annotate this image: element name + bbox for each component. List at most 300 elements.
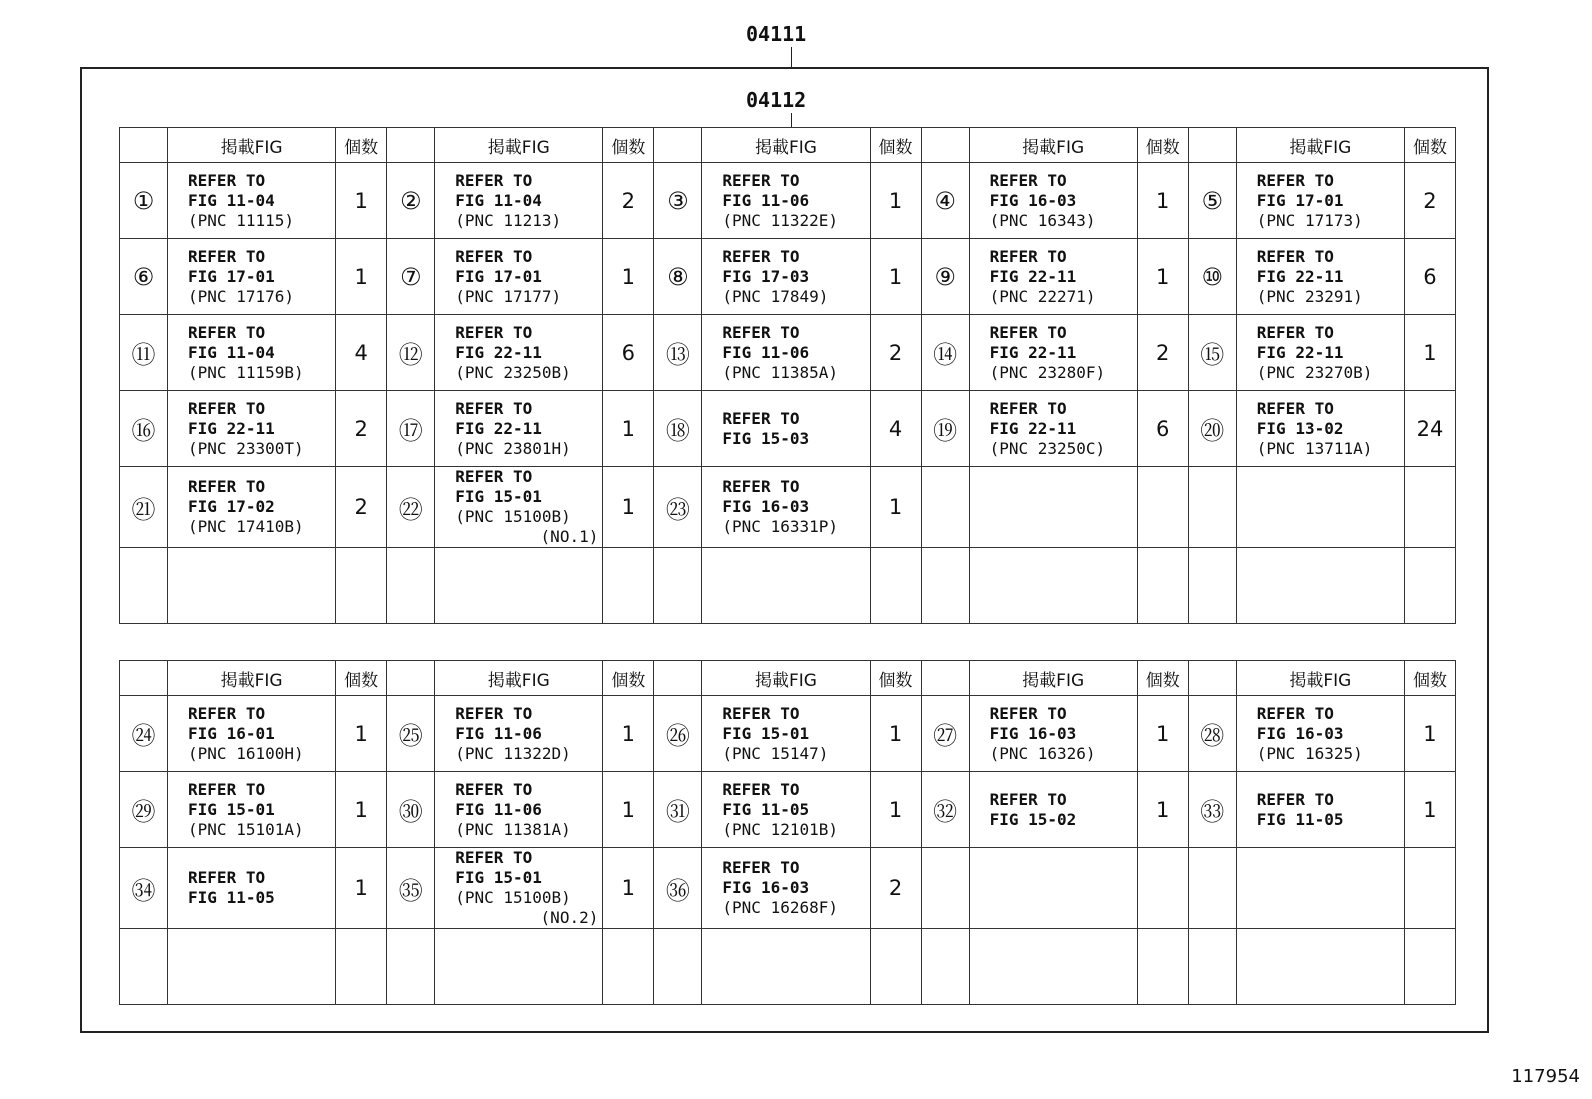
reference-cell <box>435 848 603 929</box>
reference-cell <box>969 929 1137 1005</box>
reference-fig: FIG 17-02 <box>188 497 275 516</box>
reference-pnc: (PNC 11385A) <box>722 362 838 382</box>
outer-assembly-code: 04111 <box>746 22 807 46</box>
reference-cell <box>435 467 603 548</box>
item-number: ⑮ <box>1188 315 1236 391</box>
header-qty-label: 個数 <box>1137 128 1188 163</box>
quantity <box>1137 467 1188 548</box>
reference-fig: FIG 22-11 <box>1256 266 1344 286</box>
reference-refer: REFER TO <box>722 858 800 877</box>
item-number <box>387 929 435 1005</box>
reference-cell <box>168 163 336 239</box>
reference-fig: FIG 22-11 <box>455 342 542 362</box>
quantity: 1 <box>603 848 654 929</box>
reference-fig: FIG 17-01 <box>1256 190 1344 210</box>
reference-cell <box>1236 848 1404 929</box>
item-number: ③ <box>654 163 702 239</box>
reference-cell <box>1236 548 1404 624</box>
reference-fig: FIG 22-11 <box>989 342 1077 362</box>
reference-refer: REFER TO <box>455 848 533 867</box>
quantity: 1 <box>336 163 387 239</box>
reference-fig: FIG 15-01 <box>455 487 542 506</box>
reference-fig: FIG 17-01 <box>455 266 542 286</box>
reference-pnc: (PNC 22271) <box>989 286 1096 306</box>
header-number-cell <box>1188 661 1236 696</box>
reference-refer: REFER TO <box>1256 789 1334 809</box>
reference-cell <box>702 772 870 848</box>
reference-pnc: (PNC 11322E) <box>722 210 838 230</box>
item-number <box>1188 467 1236 548</box>
reference-cell <box>1236 467 1404 548</box>
reference-cell <box>435 772 603 848</box>
quantity: 2 <box>336 467 387 548</box>
header-fig-label: 掲載FIG <box>1236 661 1404 696</box>
quantity: 1 <box>603 696 654 772</box>
outer-leader-line <box>791 47 792 67</box>
reference-fig: FIG 16-03 <box>1256 723 1344 743</box>
reference-cell <box>1236 239 1404 315</box>
header-qty-label: 個数 <box>336 128 387 163</box>
header-number-cell <box>1188 128 1236 163</box>
quantity <box>1404 467 1455 548</box>
reference-cell <box>435 696 603 772</box>
item-number: ⑧ <box>654 239 702 315</box>
quantity: 1 <box>870 163 921 239</box>
reference-cell <box>969 239 1137 315</box>
reference-fig: FIG 11-06 <box>455 723 542 743</box>
reference-pnc: (PNC 23250B) <box>455 362 571 382</box>
item-number: ㉗ <box>921 696 969 772</box>
reference-fig: FIG 11-04 <box>188 190 275 210</box>
quantity: 6 <box>1137 391 1188 467</box>
quantity: 1 <box>870 467 921 548</box>
header-number-cell <box>387 128 435 163</box>
reference-cell <box>168 467 336 548</box>
reference-refer: REFER TO <box>455 779 533 799</box>
reference-refer: REFER TO <box>989 398 1067 418</box>
header-number-cell <box>654 128 702 163</box>
item-number: ㉜ <box>921 772 969 848</box>
reference-cell <box>168 696 336 772</box>
item-number <box>921 548 969 624</box>
reference-refer: REFER TO <box>1256 703 1334 723</box>
reference-cell <box>1236 929 1404 1005</box>
header-fig-label: 掲載FIG <box>435 661 603 696</box>
item-number <box>654 929 702 1005</box>
quantity: 1 <box>603 772 654 848</box>
quantity <box>1137 848 1188 929</box>
reference-cell <box>435 548 603 624</box>
item-number: ⑳ <box>1188 391 1236 467</box>
inner-assembly-code: 04112 <box>746 88 807 112</box>
reference-pnc: (PNC 16325) <box>1256 743 1363 763</box>
reference-refer: REFER TO <box>989 170 1067 190</box>
reference-fig: FIG 11-05 <box>188 888 275 907</box>
quantity <box>336 548 387 624</box>
item-number: ⑬ <box>654 315 702 391</box>
reference-cell <box>1236 772 1404 848</box>
reference-refer: REFER TO <box>455 170 533 190</box>
reference-cell <box>435 391 603 467</box>
reference-fig: FIG 15-01 <box>455 868 542 887</box>
item-number <box>120 929 168 1005</box>
reference-cell <box>435 239 603 315</box>
reference-refer: REFER TO <box>722 408 800 428</box>
reference-cell <box>702 929 870 1005</box>
reference-refer: REFER TO <box>1256 170 1334 190</box>
quantity: 2 <box>870 848 921 929</box>
quantity: 24 <box>1404 391 1455 467</box>
item-number: ㉚ <box>387 772 435 848</box>
reference-fig: FIG 17-03 <box>722 266 810 286</box>
header-number-cell <box>654 661 702 696</box>
reference-refer: REFER TO <box>188 398 266 418</box>
reference-refer: REFER TO <box>722 322 800 342</box>
quantity: 2 <box>1404 163 1455 239</box>
reference-pnc: (PNC 16268F) <box>722 898 838 917</box>
reference-cell <box>969 163 1137 239</box>
quantity: 1 <box>1137 163 1188 239</box>
reference-pnc: (PNC 23291) <box>1256 286 1363 306</box>
reference-fig: FIG 15-01 <box>188 799 275 819</box>
quantity <box>1404 929 1455 1005</box>
reference-fig: FIG 22-11 <box>989 418 1077 438</box>
reference-cell <box>702 848 870 929</box>
table-row <box>120 315 1456 391</box>
reference-cell <box>969 548 1137 624</box>
table-row <box>120 548 1456 624</box>
quantity: 2 <box>1137 315 1188 391</box>
reference-pnc: (PNC 23270B) <box>1256 362 1373 382</box>
header-fig-label: 掲載FIG <box>702 661 870 696</box>
reference-fig: FIG 13-02 <box>1256 418 1344 438</box>
inner-leader-line <box>791 113 792 127</box>
reference-cell <box>168 548 336 624</box>
reference-cell <box>168 929 336 1005</box>
reference-cell <box>969 696 1137 772</box>
item-number: ㉛ <box>654 772 702 848</box>
reference-pnc: (PNC 15100B) <box>455 507 571 526</box>
reference-refer: REFER TO <box>188 703 266 723</box>
reference-refer: REFER TO <box>188 246 266 266</box>
reference-fig: FIG 15-01 <box>722 723 810 743</box>
reference-pnc: (PNC 17173) <box>1256 210 1363 230</box>
quantity: 1 <box>336 848 387 929</box>
header-qty-label: 個数 <box>1137 661 1188 696</box>
header-row <box>120 661 1456 696</box>
header-fig-label: 掲載FIG <box>969 128 1137 163</box>
reference-cell <box>969 391 1137 467</box>
item-number: ⑰ <box>387 391 435 467</box>
quantity: 1 <box>870 239 921 315</box>
quantity <box>603 548 654 624</box>
reference-refer: REFER TO <box>722 246 800 266</box>
quantity: 4 <box>870 391 921 467</box>
quantity <box>336 929 387 1005</box>
reference-pnc: (PNC 17177) <box>455 286 562 306</box>
table-row <box>120 467 1456 548</box>
reference-fig: FIG 22-11 <box>989 266 1077 286</box>
reference-pnc: (PNC 23280F) <box>989 362 1106 382</box>
reference-refer: REFER TO <box>989 703 1067 723</box>
reference-refer: REFER TO <box>455 398 533 418</box>
reference-cell <box>969 315 1137 391</box>
quantity: 1 <box>1137 239 1188 315</box>
item-number: ④ <box>921 163 969 239</box>
header-number-cell <box>921 661 969 696</box>
header-qty-label: 個数 <box>1404 128 1455 163</box>
reference-cell <box>435 163 603 239</box>
reference-refer: REFER TO <box>455 322 533 342</box>
reference-fig: FIG 16-03 <box>722 878 810 897</box>
item-number: ㉓ <box>654 467 702 548</box>
reference-refer: REFER TO <box>722 703 800 723</box>
item-number: ⑯ <box>120 391 168 467</box>
header-qty-label: 個数 <box>603 661 654 696</box>
reference-cell <box>702 315 870 391</box>
reference-pnc: (PNC 17176) <box>188 286 294 306</box>
reference-table-1 <box>119 127 1456 624</box>
reference-fig: FIG 16-03 <box>989 723 1077 743</box>
reference-refer: REFER TO <box>989 789 1067 809</box>
reference-fig: FIG 16-03 <box>722 497 810 516</box>
item-number <box>1188 548 1236 624</box>
reference-refer: REFER TO <box>1256 398 1334 418</box>
item-number <box>921 467 969 548</box>
quantity <box>1137 929 1188 1005</box>
quantity <box>870 929 921 1005</box>
reference-cell <box>702 548 870 624</box>
header-number-cell <box>120 128 168 163</box>
item-number: ㉔ <box>120 696 168 772</box>
header-qty-label: 個数 <box>870 128 921 163</box>
reference-pnc: (PNC 16326) <box>989 743 1096 763</box>
reference-pnc: (PNC 16100H) <box>188 743 304 763</box>
header-number-cell <box>120 661 168 696</box>
reference-refer: REFER TO <box>455 246 533 266</box>
item-number: ㉞ <box>120 848 168 929</box>
item-number: ⑥ <box>120 239 168 315</box>
reference-fig: FIG 17-01 <box>188 266 275 286</box>
reference-cell <box>168 391 336 467</box>
item-number <box>1188 929 1236 1005</box>
reference-pnc: (PNC 16343) <box>989 210 1096 230</box>
table-row <box>120 696 1456 772</box>
header-fig-label: 掲載FIG <box>435 128 603 163</box>
item-number: ② <box>387 163 435 239</box>
reference-fig: FIG 11-06 <box>722 342 810 362</box>
item-number: ㉙ <box>120 772 168 848</box>
quantity <box>870 548 921 624</box>
quantity: 1 <box>870 772 921 848</box>
reference-cell <box>168 315 336 391</box>
reference-pnc: (PNC 16331P) <box>722 517 838 536</box>
table-row <box>120 772 1456 848</box>
reference-cell <box>168 772 336 848</box>
reference-pnc: (PNC 11381A) <box>455 819 571 839</box>
header-number-cell <box>387 661 435 696</box>
reference-cell <box>1236 315 1404 391</box>
quantity: 1 <box>336 772 387 848</box>
reference-refer: REFER TO <box>722 779 800 799</box>
item-number <box>921 929 969 1005</box>
reference-note: (NO.2) <box>540 908 599 927</box>
item-number <box>654 548 702 624</box>
reference-pnc: (PNC 23250C) <box>989 438 1106 458</box>
reference-fig: FIG 11-05 <box>722 799 810 819</box>
reference-pnc: (PNC 23801H) <box>455 438 571 458</box>
quantity <box>603 929 654 1005</box>
header-qty-label: 個数 <box>1404 661 1455 696</box>
quantity: 1 <box>1404 315 1455 391</box>
reference-pnc: (PNC 11115) <box>188 210 294 230</box>
quantity <box>1137 548 1188 624</box>
reference-cell <box>969 467 1137 548</box>
reference-cell <box>1236 696 1404 772</box>
reference-fig: FIG 11-06 <box>455 799 542 819</box>
reference-refer: REFER TO <box>1256 246 1334 266</box>
quantity: 1 <box>336 239 387 315</box>
reference-cell <box>702 163 870 239</box>
reference-cell <box>1236 391 1404 467</box>
item-number: ㊱ <box>654 848 702 929</box>
item-number: ⑨ <box>921 239 969 315</box>
header-fig-label: 掲載FIG <box>702 128 870 163</box>
item-number: ⑪ <box>120 315 168 391</box>
header-fig-label: 掲載FIG <box>168 661 336 696</box>
reference-pnc: (PNC 13711A) <box>1256 438 1373 458</box>
quantity: 2 <box>603 163 654 239</box>
reference-fig: FIG 22-11 <box>455 418 542 438</box>
reference-fig: FIG 16-03 <box>989 190 1077 210</box>
item-number: ⑲ <box>921 391 969 467</box>
reference-cell <box>435 315 603 391</box>
item-number: ⑩ <box>1188 239 1236 315</box>
reference-pnc: (PNC 15101A) <box>188 819 304 839</box>
reference-pnc: (PNC 15147) <box>722 743 829 763</box>
reference-fig: FIG 11-04 <box>455 190 542 210</box>
reference-refer: REFER TO <box>188 170 266 190</box>
quantity <box>1404 548 1455 624</box>
item-number: ㉘ <box>1188 696 1236 772</box>
item-number: ① <box>120 163 168 239</box>
reference-table-2 <box>119 660 1456 1005</box>
reference-refer: REFER TO <box>188 322 266 342</box>
reference-refer: REFER TO <box>989 246 1067 266</box>
quantity: 2 <box>336 391 387 467</box>
quantity: 1 <box>1404 772 1455 848</box>
table-row <box>120 239 1456 315</box>
table-row <box>120 391 1456 467</box>
reference-cell <box>168 848 336 929</box>
header-fig-label: 掲載FIG <box>168 128 336 163</box>
table-row <box>120 848 1456 929</box>
header-fig-label: 掲載FIG <box>969 661 1137 696</box>
reference-refer: REFER TO <box>722 170 800 190</box>
reference-refer: REFER TO <box>188 477 266 496</box>
header-qty-label: 個数 <box>603 128 654 163</box>
quantity <box>1404 848 1455 929</box>
reference-pnc: (PNC 17410B) <box>188 517 304 536</box>
reference-pnc: (PNC 23300T) <box>188 438 304 458</box>
reference-note: (NO.1) <box>540 527 599 546</box>
item-number: ㉒ <box>387 467 435 548</box>
quantity: 2 <box>870 315 921 391</box>
header-fig-label: 掲載FIG <box>1236 128 1404 163</box>
reference-pnc: (PNC 11213) <box>455 210 562 230</box>
item-number: ⑫ <box>387 315 435 391</box>
reference-cell <box>702 391 870 467</box>
item-number: ㉖ <box>654 696 702 772</box>
reference-fig: FIG 22-11 <box>188 418 275 438</box>
reference-refer: REFER TO <box>188 779 266 799</box>
quantity: 1 <box>336 696 387 772</box>
reference-pnc: (PNC 15100B) <box>455 888 571 907</box>
item-number <box>921 848 969 929</box>
reference-cell <box>969 848 1137 929</box>
reference-fig: FIG 11-06 <box>722 190 810 210</box>
table-row <box>120 929 1456 1005</box>
reference-pnc: (PNC 17849) <box>722 286 829 306</box>
quantity: 6 <box>603 315 654 391</box>
reference-cell <box>702 239 870 315</box>
reference-fig: FIG 15-02 <box>989 809 1077 829</box>
header-row <box>120 128 1456 163</box>
item-number: ㉟ <box>387 848 435 929</box>
item-number: ⑱ <box>654 391 702 467</box>
reference-fig: FIG 15-03 <box>722 428 810 448</box>
reference-cell <box>435 929 603 1005</box>
reference-cell <box>1236 163 1404 239</box>
reference-pnc: (PNC 11159B) <box>188 362 304 382</box>
quantity: 4 <box>336 315 387 391</box>
reference-refer: REFER TO <box>455 467 533 486</box>
item-number <box>120 548 168 624</box>
reference-cell <box>702 696 870 772</box>
header-qty-label: 個数 <box>336 661 387 696</box>
reference-refer: REFER TO <box>188 868 266 887</box>
item-number: ⑦ <box>387 239 435 315</box>
quantity: 1 <box>1137 696 1188 772</box>
header-qty-label: 個数 <box>870 661 921 696</box>
item-number <box>387 548 435 624</box>
item-number <box>1188 848 1236 929</box>
quantity: 1 <box>870 696 921 772</box>
drawing-number: 117954 <box>1511 1066 1580 1087</box>
item-number: ㉕ <box>387 696 435 772</box>
reference-refer: REFER TO <box>722 477 800 496</box>
item-number: ㉑ <box>120 467 168 548</box>
quantity: 1 <box>603 239 654 315</box>
quantity: 1 <box>1137 772 1188 848</box>
quantity: 1 <box>603 467 654 548</box>
reference-cell <box>702 467 870 548</box>
reference-refer: REFER TO <box>1256 322 1334 342</box>
reference-fig: FIG 22-11 <box>1256 342 1344 362</box>
reference-fig: FIG 16-01 <box>188 723 275 743</box>
reference-pnc: (PNC 12101B) <box>722 819 838 839</box>
reference-cell <box>168 239 336 315</box>
quantity: 6 <box>1404 239 1455 315</box>
table-header <box>120 661 1456 696</box>
header-number-cell <box>921 128 969 163</box>
item-number: ㉝ <box>1188 772 1236 848</box>
item-number: ⑤ <box>1188 163 1236 239</box>
reference-refer: REFER TO <box>455 703 533 723</box>
table-header <box>120 128 1456 163</box>
item-number: ⑭ <box>921 315 969 391</box>
reference-pnc: (PNC 11322D) <box>455 743 571 763</box>
